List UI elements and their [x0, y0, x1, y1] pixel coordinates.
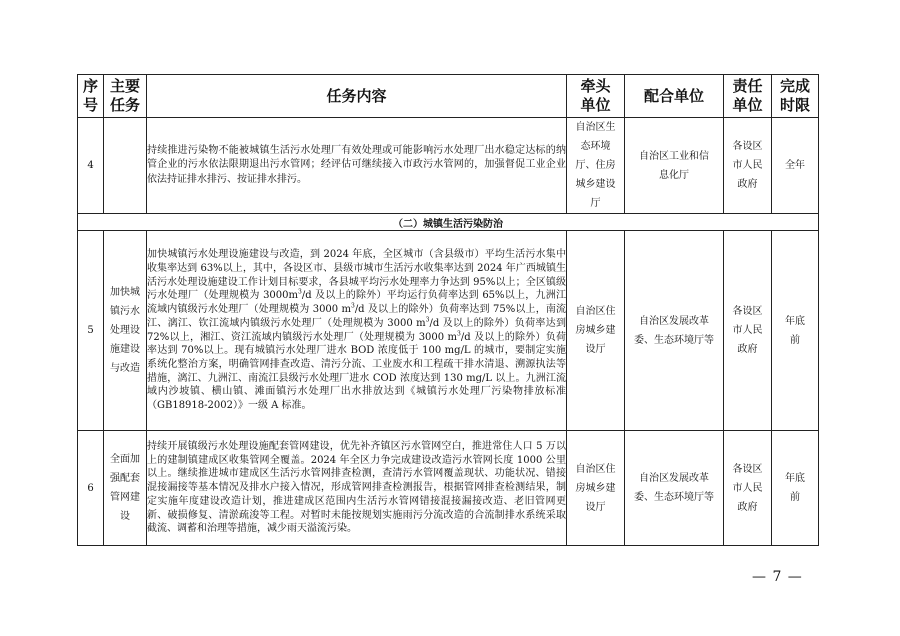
row5-lead: 自治区住房城乡建设厅 — [567, 231, 625, 431]
row4-coop: 自治区工业和信息化厅 — [625, 118, 724, 214]
row5-content-part: /d 及以上的除外）平均运行负荷率达到 65%以上，九洲江流域内镇级污水处理厂（处理规模为 3000 m — [147, 290, 566, 316]
header-lead-unit: 牵头单位 — [567, 75, 625, 118]
row5-seq: 5 — [78, 231, 104, 431]
superscript: 3 — [457, 330, 461, 338]
row5-content-part: /d 及以上的除外）负荷率达到 72%以上，湘江、资江流域内镇级污水处理厂（处理规模为 3000 m — [147, 317, 566, 343]
row4-seq: 4 — [78, 118, 104, 214]
row5-deadline: 年底前 — [772, 231, 819, 431]
row5-content-part: /d 及以上的除外）负荷率达到 70%以上。现有城镇污水处理厂进水 BOD 浓度低于 100 mg/L 的城市，要制定实施系统化整治方案，明确管网排查改造、清污分流、工业废水和工程疏干排水清退、溯源执法等措施，漓江、九洲江、南流江县级污水处理厂进水 COD 浓度达到 130 mg/L 以上。九洲江流域内沙坡镇、横山镇、滩面镇污水处理厂出水排放达到《城镇污水处理厂污染物排放标准（GB18918-2002）》一级 A 标准。 — [147, 331, 567, 412]
row6-task: 全面加强配套管网建设 — [104, 431, 147, 546]
table-row — [78, 118, 819, 214]
superscript: 3 — [350, 302, 355, 310]
row5-task: 加快城镇污水处理设施建设与改造 — [104, 231, 147, 431]
superscript: 3 — [298, 289, 302, 297]
table-row — [78, 431, 819, 546]
row4-content: 持续推进污染物不能被城镇生活污水处理厂有效处理或可能影响污水处理厂出水稳定达标的纳管企业的污水依法限期退出污水管网；经评估可继续接入市政污水管网的，加强督促工业企业依法持证排水排污、按证排水排污。 — [147, 118, 567, 214]
header-task-content: 任务内容 — [147, 75, 567, 118]
row6-content: 持续开展镇级污水处理设施配套管网建设，优先补齐镇区污水管网空白，推进常住人口 5 万以上的建制镇建成区收集管网全覆盖。2024 年全区力争完成建设改造污水管网长度 1000 公里以上。继续推进城市建成区生活污水管网排查检测，查清污水管网覆盖现状、功能状况、错接混接漏接等基本情况及排水户接入情况，形成管网排查检测报告，根据管网排查检测结果，制定实施年度建设改造计划，推进建成区范围内生活污水管网错接混接漏接改造、老旧管网更新、破损修复、清淤疏浚等工程。对暂时未能按规划实施雨污分流改造的合流制排水系统采取截流、调蓄和治理等措施，减少雨天溢流污染。 — [147, 431, 567, 546]
superscript: 3 — [425, 316, 430, 324]
header-main-task: 主要任务 — [104, 75, 147, 118]
header-deadline: 完成时限 — [772, 75, 819, 118]
row4-resp: 各设区市人民政府 — [724, 118, 772, 214]
row5-content-part: 加快城镇污水处理设施建设与改造，到 2024 年底，全区城市（含县级市）平均生活污水集中收集率达到 63%以上，其中，各设区市、县级市城市生活污水收集率达到 2024 年广西城镇生活污水处理设施建设工作计划目标要求，各县城平均污水处理率力争达到 95%以上；全区镇级污水处理厂（处理规模为 3000m — [147, 249, 566, 302]
table-header-row — [78, 75, 819, 118]
header-seq: 序号 — [78, 75, 104, 118]
row4-deadline: 全年 — [772, 118, 819, 214]
section-title: （二）城镇生活污染防治 — [78, 214, 819, 231]
task-table — [77, 74, 819, 546]
header-coop-unit: 配合单位 — [625, 75, 724, 118]
row4-lead: 自治区生态环境厅、住房城乡建设厅 — [567, 118, 625, 214]
row6-resp: 各设区市人民政府 — [724, 431, 772, 546]
page-number: — 7 — — [752, 569, 803, 585]
row6-lead: 自治区住房城乡建设厅 — [567, 431, 625, 546]
row5-resp: 各设区市人民政府 — [724, 231, 772, 431]
header-resp-unit: 责任单位 — [724, 75, 772, 118]
section-row — [78, 214, 819, 231]
row5-coop: 自治区发展改革委、生态环境厅等 — [625, 231, 724, 431]
row6-seq: 6 — [78, 431, 104, 546]
row5-content-part: /d 及以上的除外）负荷率达到 75%以上，南流江、漓江、钦江流域内镇级污水处理厂（处理规模为 3000 m — [147, 304, 566, 329]
row6-coop: 自治区发展改革委、生态环境厅等 — [625, 431, 724, 546]
table-row — [78, 231, 819, 431]
row5-content — [147, 231, 567, 431]
row4-task — [104, 118, 147, 214]
row6-deadline: 年底前 — [772, 431, 819, 546]
